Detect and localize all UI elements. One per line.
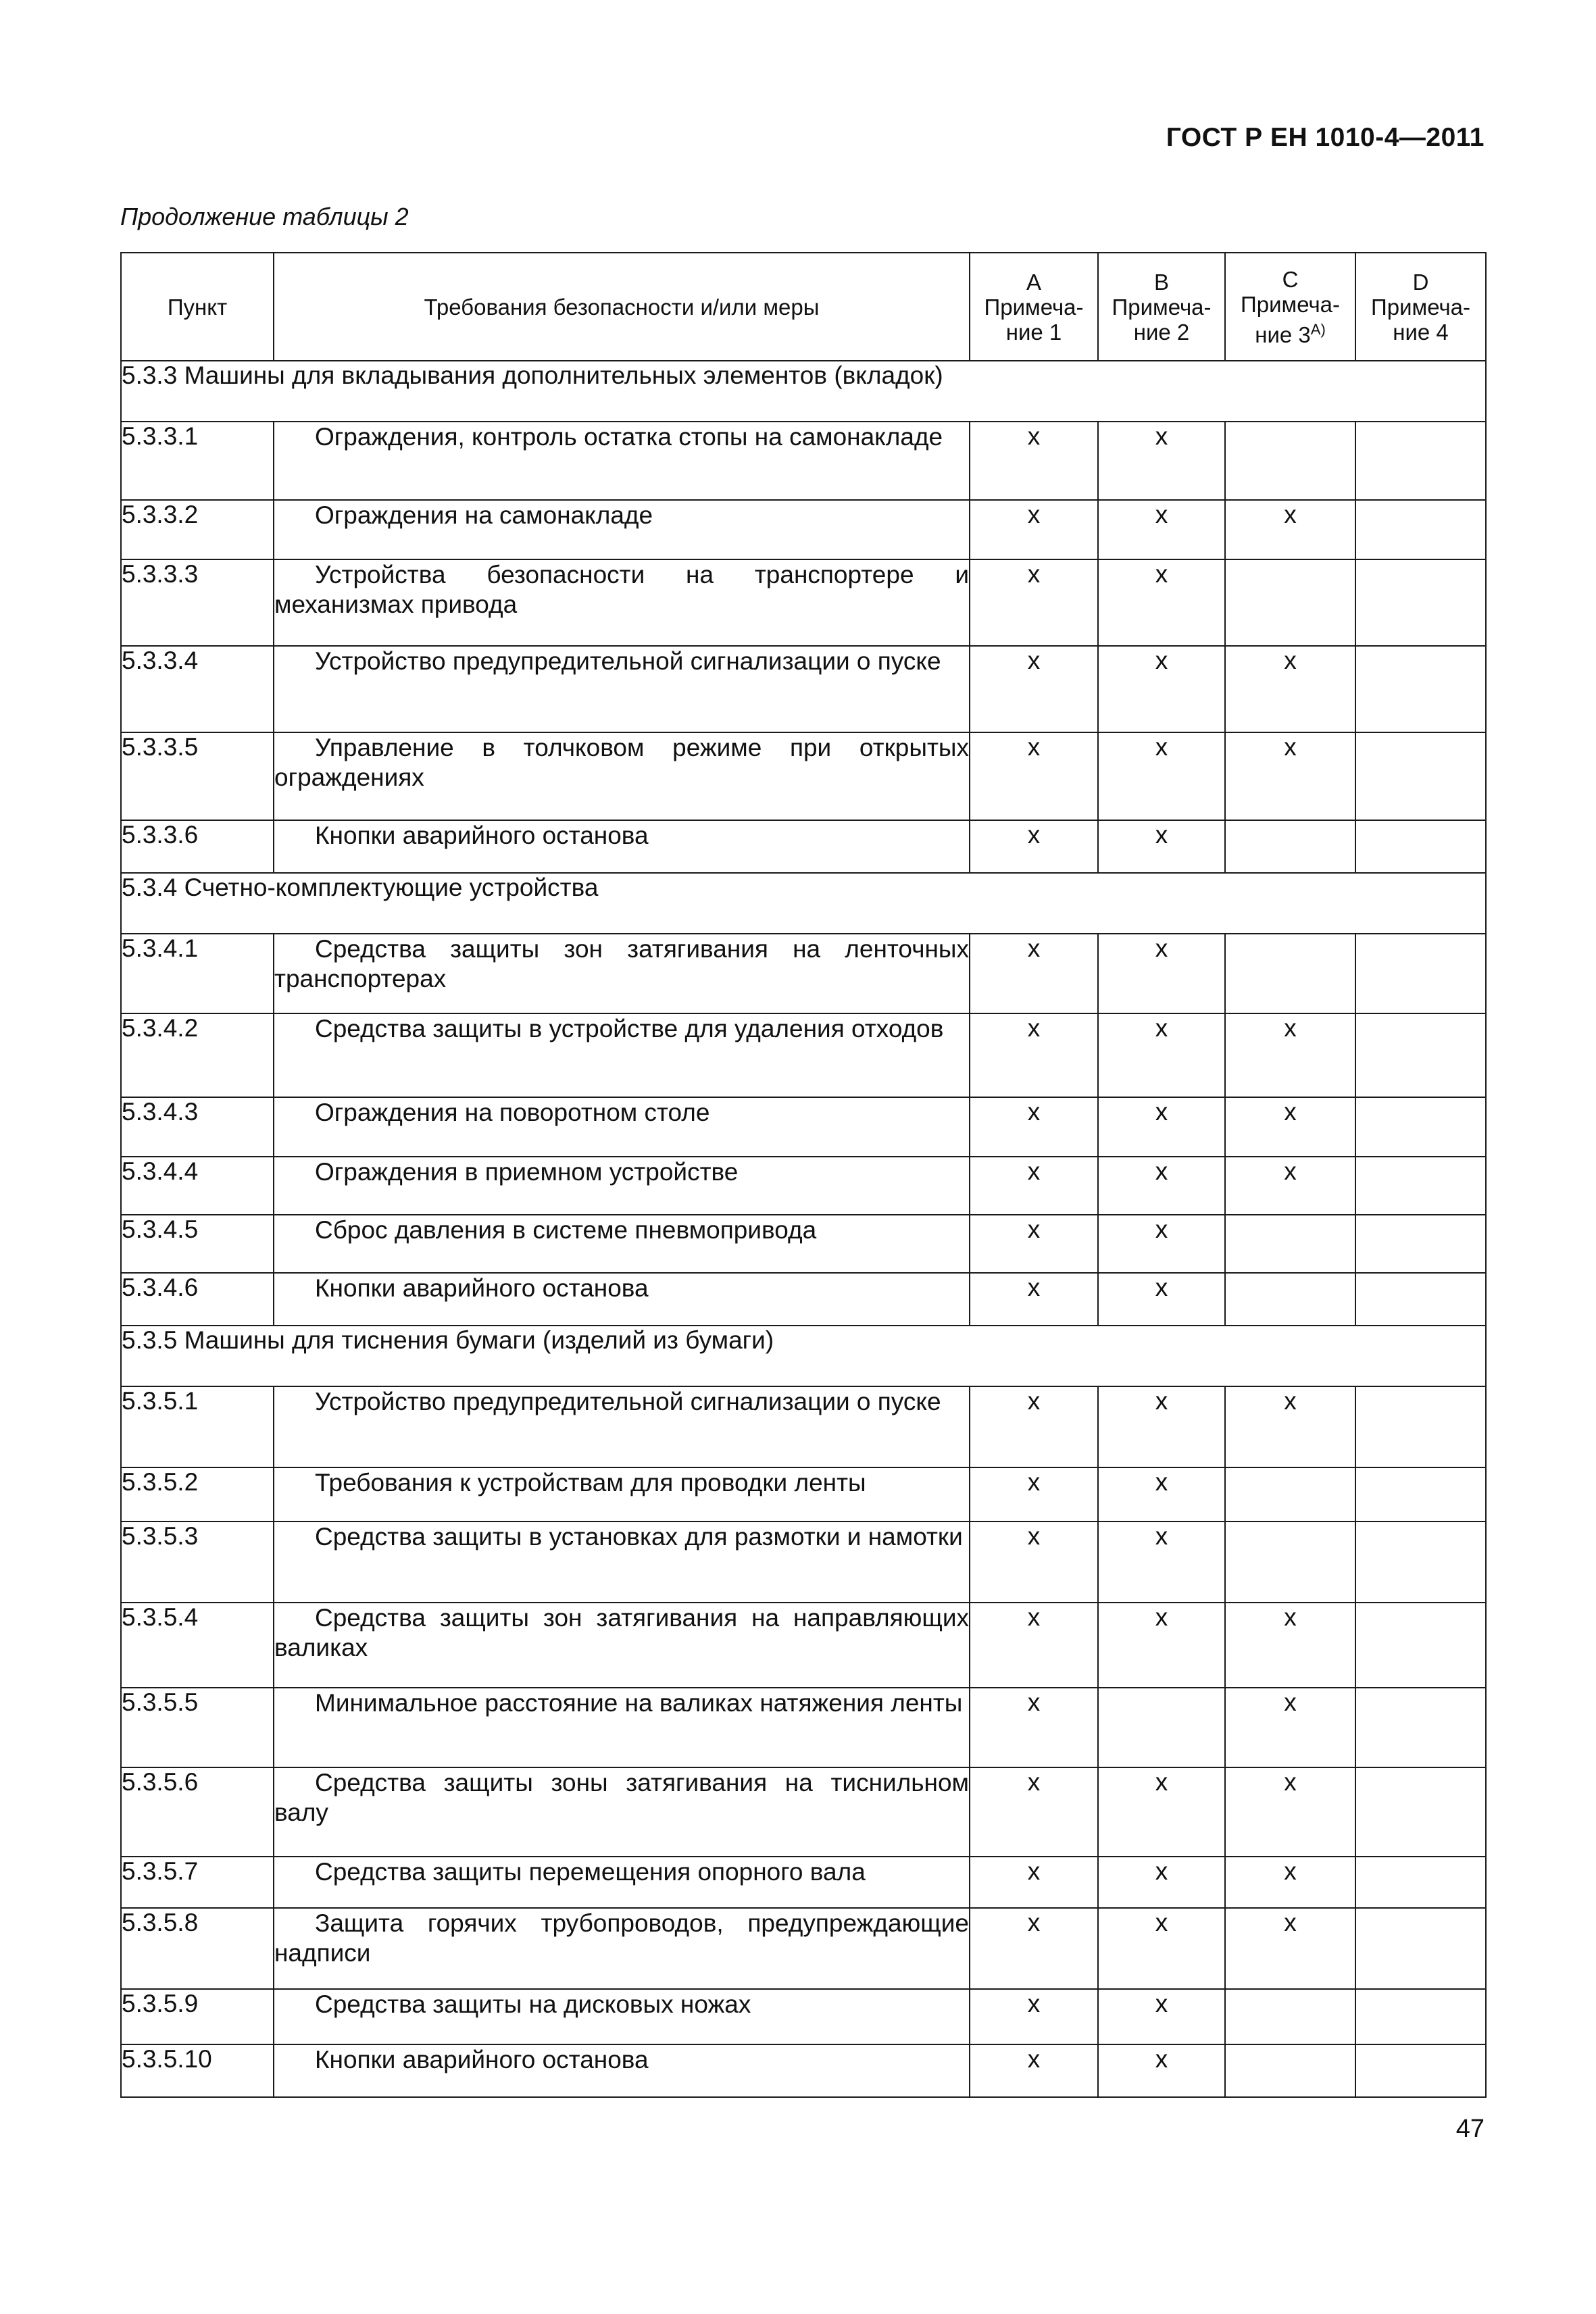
header-b-line2: ние 2 xyxy=(1133,319,1190,345)
mark-c: x xyxy=(1225,1097,1355,1157)
page-number: 47 xyxy=(1455,2115,1485,2143)
requirement-cell xyxy=(274,1013,970,1097)
row-number: 5.3.4.1 xyxy=(121,934,274,1013)
header-d-line1: Примеча- xyxy=(1371,294,1470,320)
table-row xyxy=(121,1273,1486,1326)
requirement-text: Ограждения на самонакладе xyxy=(315,501,653,529)
mark-a: x xyxy=(970,1603,1098,1688)
table-row xyxy=(121,820,1486,873)
mark-c xyxy=(1225,1467,1355,1521)
mark-d xyxy=(1355,1688,1486,1767)
table-row xyxy=(121,500,1486,559)
mark-c: x xyxy=(1225,1688,1355,1767)
mark-a: x xyxy=(970,1273,1098,1326)
requirement-cell xyxy=(274,732,970,820)
requirement-text: Устройства безопасности на транспортере и механизмах привода xyxy=(274,561,969,618)
mark-b: x xyxy=(1098,1386,1225,1467)
mark-b: x xyxy=(1098,732,1225,820)
requirement-text: Кнопки аварийного останова xyxy=(315,822,649,849)
requirement-cell xyxy=(274,1157,970,1215)
document-code: ГОСТ Р ЕН 1010-4—2011 xyxy=(1166,123,1485,152)
requirement-text: Сброс давления в системе пневмопривода xyxy=(315,1216,817,1244)
table-row xyxy=(121,1989,1486,2044)
mark-c: x xyxy=(1225,1908,1355,1989)
table-header-row xyxy=(121,253,1486,361)
row-number: 5.3.4.4 xyxy=(121,1157,274,1215)
requirement-cell xyxy=(274,1521,970,1603)
requirement-cell xyxy=(274,820,970,873)
mark-a: x xyxy=(970,559,1098,646)
row-number: 5.3.3.3 xyxy=(121,559,274,646)
requirement-text: Ограждения на поворотном столе xyxy=(315,1099,710,1126)
row-number: 5.3.5.6 xyxy=(121,1767,274,1857)
table-row xyxy=(121,1013,1486,1097)
table-row xyxy=(121,1467,1486,1521)
mark-b xyxy=(1098,1688,1225,1767)
requirement-text: Ограждения в приемном устройстве xyxy=(315,1158,739,1186)
mark-d xyxy=(1355,1386,1486,1467)
row-number: 5.3.5.8 xyxy=(121,1908,274,1989)
mark-d xyxy=(1355,732,1486,820)
mark-d xyxy=(1355,1467,1486,1521)
mark-b: x xyxy=(1098,1097,1225,1157)
mark-a: x xyxy=(970,1908,1098,1989)
requirement-text: Средства защиты на дисковых ножах xyxy=(315,1990,751,2018)
requirement-cell xyxy=(274,1273,970,1326)
mark-d xyxy=(1355,1857,1486,1908)
header-a-line1: Примеча- xyxy=(984,294,1084,320)
mark-a: x xyxy=(970,934,1098,1013)
requirement-cell xyxy=(274,1097,970,1157)
mark-d xyxy=(1355,422,1486,500)
requirement-cell xyxy=(274,1386,970,1467)
mark-c: x xyxy=(1225,1157,1355,1215)
header-c-line1: Примеча- xyxy=(1241,291,1340,317)
mark-c: x xyxy=(1225,1767,1355,1857)
row-number: 5.3.3.6 xyxy=(121,820,274,873)
mark-c: x xyxy=(1225,1386,1355,1467)
table-row xyxy=(121,1521,1486,1603)
mark-a: x xyxy=(970,1013,1098,1097)
mark-a: x xyxy=(970,1215,1098,1273)
mark-b: x xyxy=(1098,559,1225,646)
requirement-text: Средства защиты зон затягивания на направляющих валиках xyxy=(274,1604,969,1661)
mark-c: x xyxy=(1225,1603,1355,1688)
section-title: 5.3.5 Машины для тиснения бумаги (изделий из бумаги) xyxy=(121,1326,1486,1386)
table-caption: Продолжение таблицы 2 xyxy=(120,203,409,230)
header-c-line2: ние 3 xyxy=(1255,322,1311,347)
requirement-cell xyxy=(274,646,970,732)
mark-c: x xyxy=(1225,646,1355,732)
mark-a: x xyxy=(970,1097,1098,1157)
requirement-text: Устройство предупредительной сигнализации о пуске xyxy=(315,1388,941,1415)
mark-a: x xyxy=(970,1521,1098,1603)
header-col-c xyxy=(1225,253,1355,361)
mark-a: x xyxy=(970,732,1098,820)
table-row xyxy=(121,934,1486,1013)
table-row xyxy=(121,1157,1486,1215)
requirement-cell xyxy=(274,1908,970,1989)
mark-a: x xyxy=(970,422,1098,500)
table-row xyxy=(121,1215,1486,1273)
header-col-d xyxy=(1355,253,1486,361)
row-number: 5.3.4.2 xyxy=(121,1013,274,1097)
mark-c: x xyxy=(1225,732,1355,820)
requirement-text: Ограждения, контроль остатка стопы на самонакладе xyxy=(315,423,943,451)
requirement-text: Кнопки аварийного останова xyxy=(315,1274,649,1302)
row-number: 5.3.3.5 xyxy=(121,732,274,820)
mark-b: x xyxy=(1098,1467,1225,1521)
table-row xyxy=(121,732,1486,820)
requirement-text: Кнопки аварийного останова xyxy=(315,2046,649,2073)
requirement-cell xyxy=(274,1603,970,1688)
mark-b: x xyxy=(1098,646,1225,732)
requirement-cell xyxy=(274,2044,970,2097)
requirements-table xyxy=(120,252,1487,2098)
requirement-text: Требования к устройствам для проводки ленты xyxy=(315,1469,866,1496)
mark-a: x xyxy=(970,1767,1098,1857)
table-row xyxy=(121,1857,1486,1908)
mark-d xyxy=(1355,1273,1486,1326)
mark-c: x xyxy=(1225,1013,1355,1097)
mark-c xyxy=(1225,1215,1355,1273)
row-number: 5.3.5.7 xyxy=(121,1857,274,1908)
mark-c xyxy=(1225,934,1355,1013)
section-row xyxy=(121,361,1486,422)
mark-c xyxy=(1225,1273,1355,1326)
row-number: 5.3.5.4 xyxy=(121,1603,274,1688)
section-row xyxy=(121,1326,1486,1386)
header-c-footnote-ref: A) xyxy=(1310,320,1326,338)
requirement-cell xyxy=(274,1857,970,1908)
row-number: 5.3.3.2 xyxy=(121,500,274,559)
requirement-text: Средства защиты в устройстве для удаления отходов xyxy=(315,1015,944,1042)
mark-c: x xyxy=(1225,1857,1355,1908)
requirement-cell xyxy=(274,500,970,559)
mark-d xyxy=(1355,1908,1486,1989)
requirement-text: Управление в толчковом режиме при открытых ограждениях xyxy=(274,734,969,791)
mark-b: x xyxy=(1098,1013,1225,1097)
row-number: 5.3.3.4 xyxy=(121,646,274,732)
header-d-line2: ние 4 xyxy=(1393,319,1449,345)
row-number: 5.3.4.6 xyxy=(121,1273,274,1326)
requirement-cell xyxy=(274,559,970,646)
row-number: 5.3.4.5 xyxy=(121,1215,274,1273)
mark-d xyxy=(1355,1603,1486,1688)
header-punkt: Пункт xyxy=(121,253,274,361)
requirement-cell xyxy=(274,1467,970,1521)
requirement-text: Средства защиты зон затягивания на ленточных транспортерах xyxy=(274,935,969,992)
header-c-line2-wrap xyxy=(1226,317,1355,347)
mark-d xyxy=(1355,934,1486,1013)
mark-d xyxy=(1355,1097,1486,1157)
mark-c xyxy=(1225,422,1355,500)
mark-b: x xyxy=(1098,820,1225,873)
mark-b: x xyxy=(1098,1603,1225,1688)
table-row xyxy=(121,559,1486,646)
mark-b: x xyxy=(1098,934,1225,1013)
header-c-letter: C xyxy=(1282,266,1299,292)
mark-d xyxy=(1355,1521,1486,1603)
row-number: 5.3.5.10 xyxy=(121,2044,274,2097)
mark-a: x xyxy=(970,1857,1098,1908)
table-row xyxy=(121,646,1486,732)
requirement-text: Средства защиты перемещения опорного вала xyxy=(315,1858,866,1886)
table-row xyxy=(121,2044,1486,2097)
mark-d xyxy=(1355,2044,1486,2097)
mark-b: x xyxy=(1098,1521,1225,1603)
section-title: 5.3.3 Машины для вкладывания дополнительных элементов (вкладок) xyxy=(121,361,1486,422)
requirement-text: Средства защиты в установках для размотки и намотки xyxy=(315,1523,963,1551)
mark-a: x xyxy=(970,2044,1098,2097)
mark-d xyxy=(1355,500,1486,559)
table-row xyxy=(121,1603,1486,1688)
mark-a: x xyxy=(970,1688,1098,1767)
mark-b: x xyxy=(1098,1767,1225,1857)
row-number: 5.3.5.1 xyxy=(121,1386,274,1467)
mark-d xyxy=(1355,1767,1486,1857)
mark-b: x xyxy=(1098,1157,1225,1215)
mark-d xyxy=(1355,1215,1486,1273)
mark-a: x xyxy=(970,820,1098,873)
requirement-cell xyxy=(274,934,970,1013)
requirement-cell xyxy=(274,1688,970,1767)
mark-b: x xyxy=(1098,1273,1225,1326)
mark-b: x xyxy=(1098,1215,1225,1273)
header-b-line1: Примеча- xyxy=(1112,294,1212,320)
mark-b: x xyxy=(1098,1857,1225,1908)
requirement-text: Минимальное расстояние на валиках натяжения ленты xyxy=(315,1689,963,1717)
table-body xyxy=(121,361,1486,2097)
header-d-letter: D xyxy=(1412,269,1429,295)
mark-c xyxy=(1225,2044,1355,2097)
table-row xyxy=(121,422,1486,500)
table-row xyxy=(121,1097,1486,1157)
mark-a: x xyxy=(970,1157,1098,1215)
header-col-b xyxy=(1098,253,1225,361)
table-row xyxy=(121,1767,1486,1857)
section-title: 5.3.4 Счетно-комплектующие устройства xyxy=(121,873,1486,934)
row-number: 5.3.5.9 xyxy=(121,1989,274,2044)
mark-d xyxy=(1355,559,1486,646)
header-col-a xyxy=(970,253,1098,361)
row-number: 5.3.5.2 xyxy=(121,1467,274,1521)
mark-c xyxy=(1225,820,1355,873)
header-b-letter: B xyxy=(1153,269,1169,295)
requirement-text: Средства защиты зоны затягивания на тиснильном валу xyxy=(274,1769,969,1826)
table-row xyxy=(121,1908,1486,1989)
header-a-line2: ние 1 xyxy=(1005,319,1062,345)
row-number: 5.3.3.1 xyxy=(121,422,274,500)
section-row xyxy=(121,873,1486,934)
mark-b: x xyxy=(1098,500,1225,559)
requirement-cell xyxy=(274,1767,970,1857)
mark-c xyxy=(1225,1989,1355,2044)
requirement-cell xyxy=(274,1215,970,1273)
mark-a: x xyxy=(970,1989,1098,2044)
header-a-letter: A xyxy=(1026,269,1041,295)
row-number: 5.3.5.5 xyxy=(121,1688,274,1767)
mark-d xyxy=(1355,1013,1486,1097)
mark-c: x xyxy=(1225,500,1355,559)
mark-d xyxy=(1355,1989,1486,2044)
row-number: 5.3.5.3 xyxy=(121,1521,274,1603)
mark-a: x xyxy=(970,1386,1098,1467)
mark-b: x xyxy=(1098,2044,1225,2097)
table-row xyxy=(121,1688,1486,1767)
mark-c xyxy=(1225,559,1355,646)
mark-d xyxy=(1355,1157,1486,1215)
mark-d xyxy=(1355,820,1486,873)
mark-a: x xyxy=(970,500,1098,559)
requirement-text: Устройство предупредительной сигнализации о пуске xyxy=(315,647,941,675)
table-row xyxy=(121,1386,1486,1467)
row-number: 5.3.4.3 xyxy=(121,1097,274,1157)
mark-c xyxy=(1225,1521,1355,1603)
mark-d xyxy=(1355,646,1486,732)
header-requirements: Требования безопасности и/или меры xyxy=(274,253,970,361)
requirement-cell xyxy=(274,1989,970,2044)
mark-a: x xyxy=(970,1467,1098,1521)
mark-b: x xyxy=(1098,1989,1225,2044)
mark-b: x xyxy=(1098,422,1225,500)
requirement-text: Защита горячих трубопроводов, предупреждающие надписи xyxy=(274,1909,969,1967)
requirement-cell xyxy=(274,422,970,500)
mark-a: x xyxy=(970,646,1098,732)
mark-b: x xyxy=(1098,1908,1225,1989)
